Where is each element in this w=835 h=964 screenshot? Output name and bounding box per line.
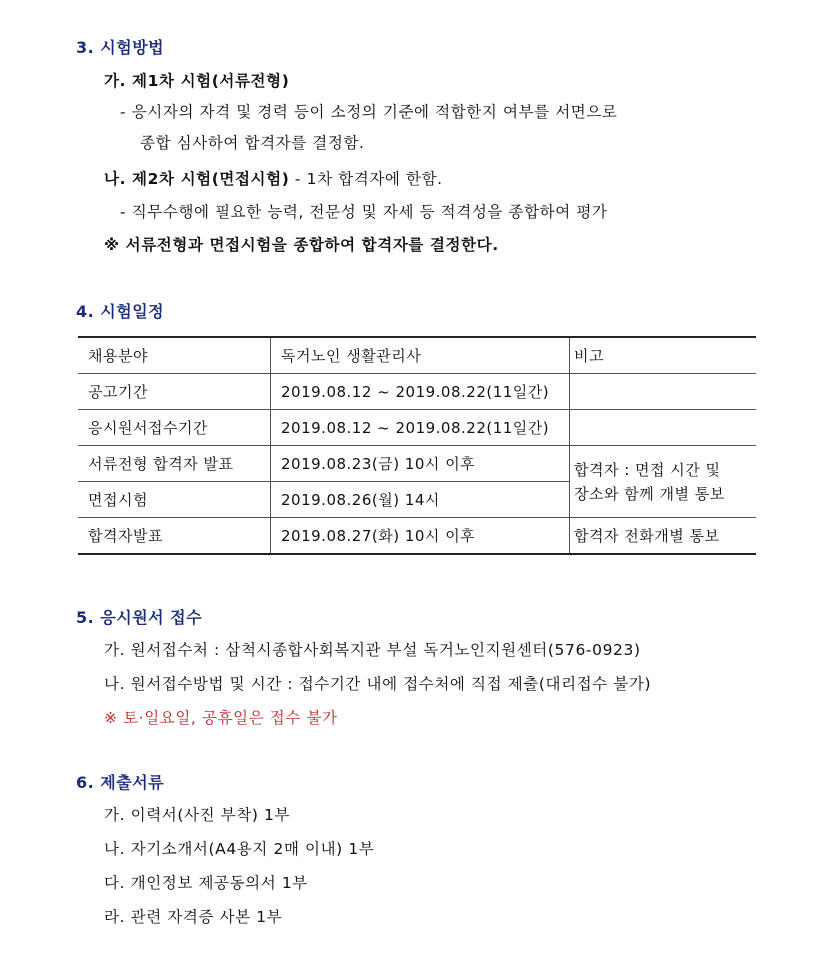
remarks-merged-line1: 합격자 : 면접 시간 및 bbox=[574, 460, 721, 479]
header-remarks: 비고 bbox=[570, 337, 757, 374]
s3-ga-line1: - 응시자의 자격 및 경력 등이 소정의 기준에 적합한지 여부를 서면으로 bbox=[120, 103, 618, 121]
row-date: 2019.08.26(월) 14시 bbox=[271, 482, 570, 518]
section-3-heading: 3. 시험방법 bbox=[76, 38, 165, 57]
s6-item-2: 나. 자기소개서(A4용지 2매 이내) 1부 bbox=[104, 840, 375, 858]
remarks-merged-line2: 장소와 함께 개별 통보 bbox=[574, 484, 725, 503]
row-date: 2019.08.12 ~ 2019.08.22(11일간) bbox=[271, 410, 570, 446]
s3-na-line bbox=[104, 167, 443, 189]
table-header-row bbox=[78, 337, 756, 374]
row-field: 면접시험 bbox=[78, 482, 271, 518]
s5-ga: 가. 원서접수처 : 삼척시종합사회복지관 부설 독거노인지원센터(576-0923) bbox=[104, 641, 641, 659]
section-4-heading: 4. 시험일정 bbox=[76, 302, 165, 321]
row-date: 2019.08.23(금) 10시 이후 bbox=[271, 446, 570, 482]
row-field: 응시원서접수기간 bbox=[78, 410, 271, 446]
row-field: 공고기간 bbox=[78, 374, 271, 410]
table-row bbox=[78, 446, 756, 482]
row-date: 2019.08.12 ~ 2019.08.22(11일간) bbox=[271, 374, 570, 410]
s3-na-title: 나. 제2차 시험(면접시험) bbox=[104, 170, 290, 188]
table-row bbox=[78, 518, 756, 555]
s3-na-line1: - 직무수행에 필요한 능력, 전문성 및 자세 등 적격성을 종합하여 평가 bbox=[120, 203, 608, 221]
table-row bbox=[78, 410, 756, 446]
row-field: 서류전형 합격자 발표 bbox=[78, 446, 271, 482]
row-field: 합격자발표 bbox=[78, 518, 271, 555]
header-field: 채용분야 bbox=[78, 337, 271, 374]
s3-ga-line2: 종합 심사하여 합격자를 결정함. bbox=[140, 134, 365, 152]
s5-note: ※ 토·일요일, 공휴일은 접수 불가 bbox=[104, 709, 338, 727]
s6-item-3: 다. 개인정보 제공동의서 1부 bbox=[104, 874, 308, 892]
row-remarks bbox=[570, 410, 757, 446]
s5-na: 나. 원서접수방법 및 시간 : 접수기간 내에 접수처에 직접 제출(대리접수 불가) bbox=[104, 675, 652, 693]
header-position: 독거노인 생활관리사 bbox=[271, 337, 570, 374]
row-remarks: 합격자 전화개별 통보 bbox=[570, 518, 757, 555]
row-remarks-merged bbox=[570, 446, 757, 518]
section-6-heading: 6. 제출서류 bbox=[76, 773, 165, 792]
row-remarks bbox=[570, 374, 757, 410]
s6-item-4: 라. 관련 자격증 사본 1부 bbox=[104, 908, 283, 926]
table-row bbox=[78, 374, 756, 410]
s6-item-1: 가. 이력서(사진 부착) 1부 bbox=[104, 806, 291, 824]
section-5-heading: 5. 응시원서 접수 bbox=[76, 608, 203, 627]
row-date: 2019.08.27(화) 10시 이후 bbox=[271, 518, 570, 555]
schedule-table bbox=[78, 336, 756, 555]
s3-note: ※ 서류전형과 면접시험을 종합하여 합격자를 결정한다. bbox=[104, 236, 499, 254]
s3-na-suffix: - 1차 합격자에 한함. bbox=[289, 170, 443, 188]
s3-ga-title: 가. 제1차 시험(서류전형) bbox=[104, 72, 290, 90]
